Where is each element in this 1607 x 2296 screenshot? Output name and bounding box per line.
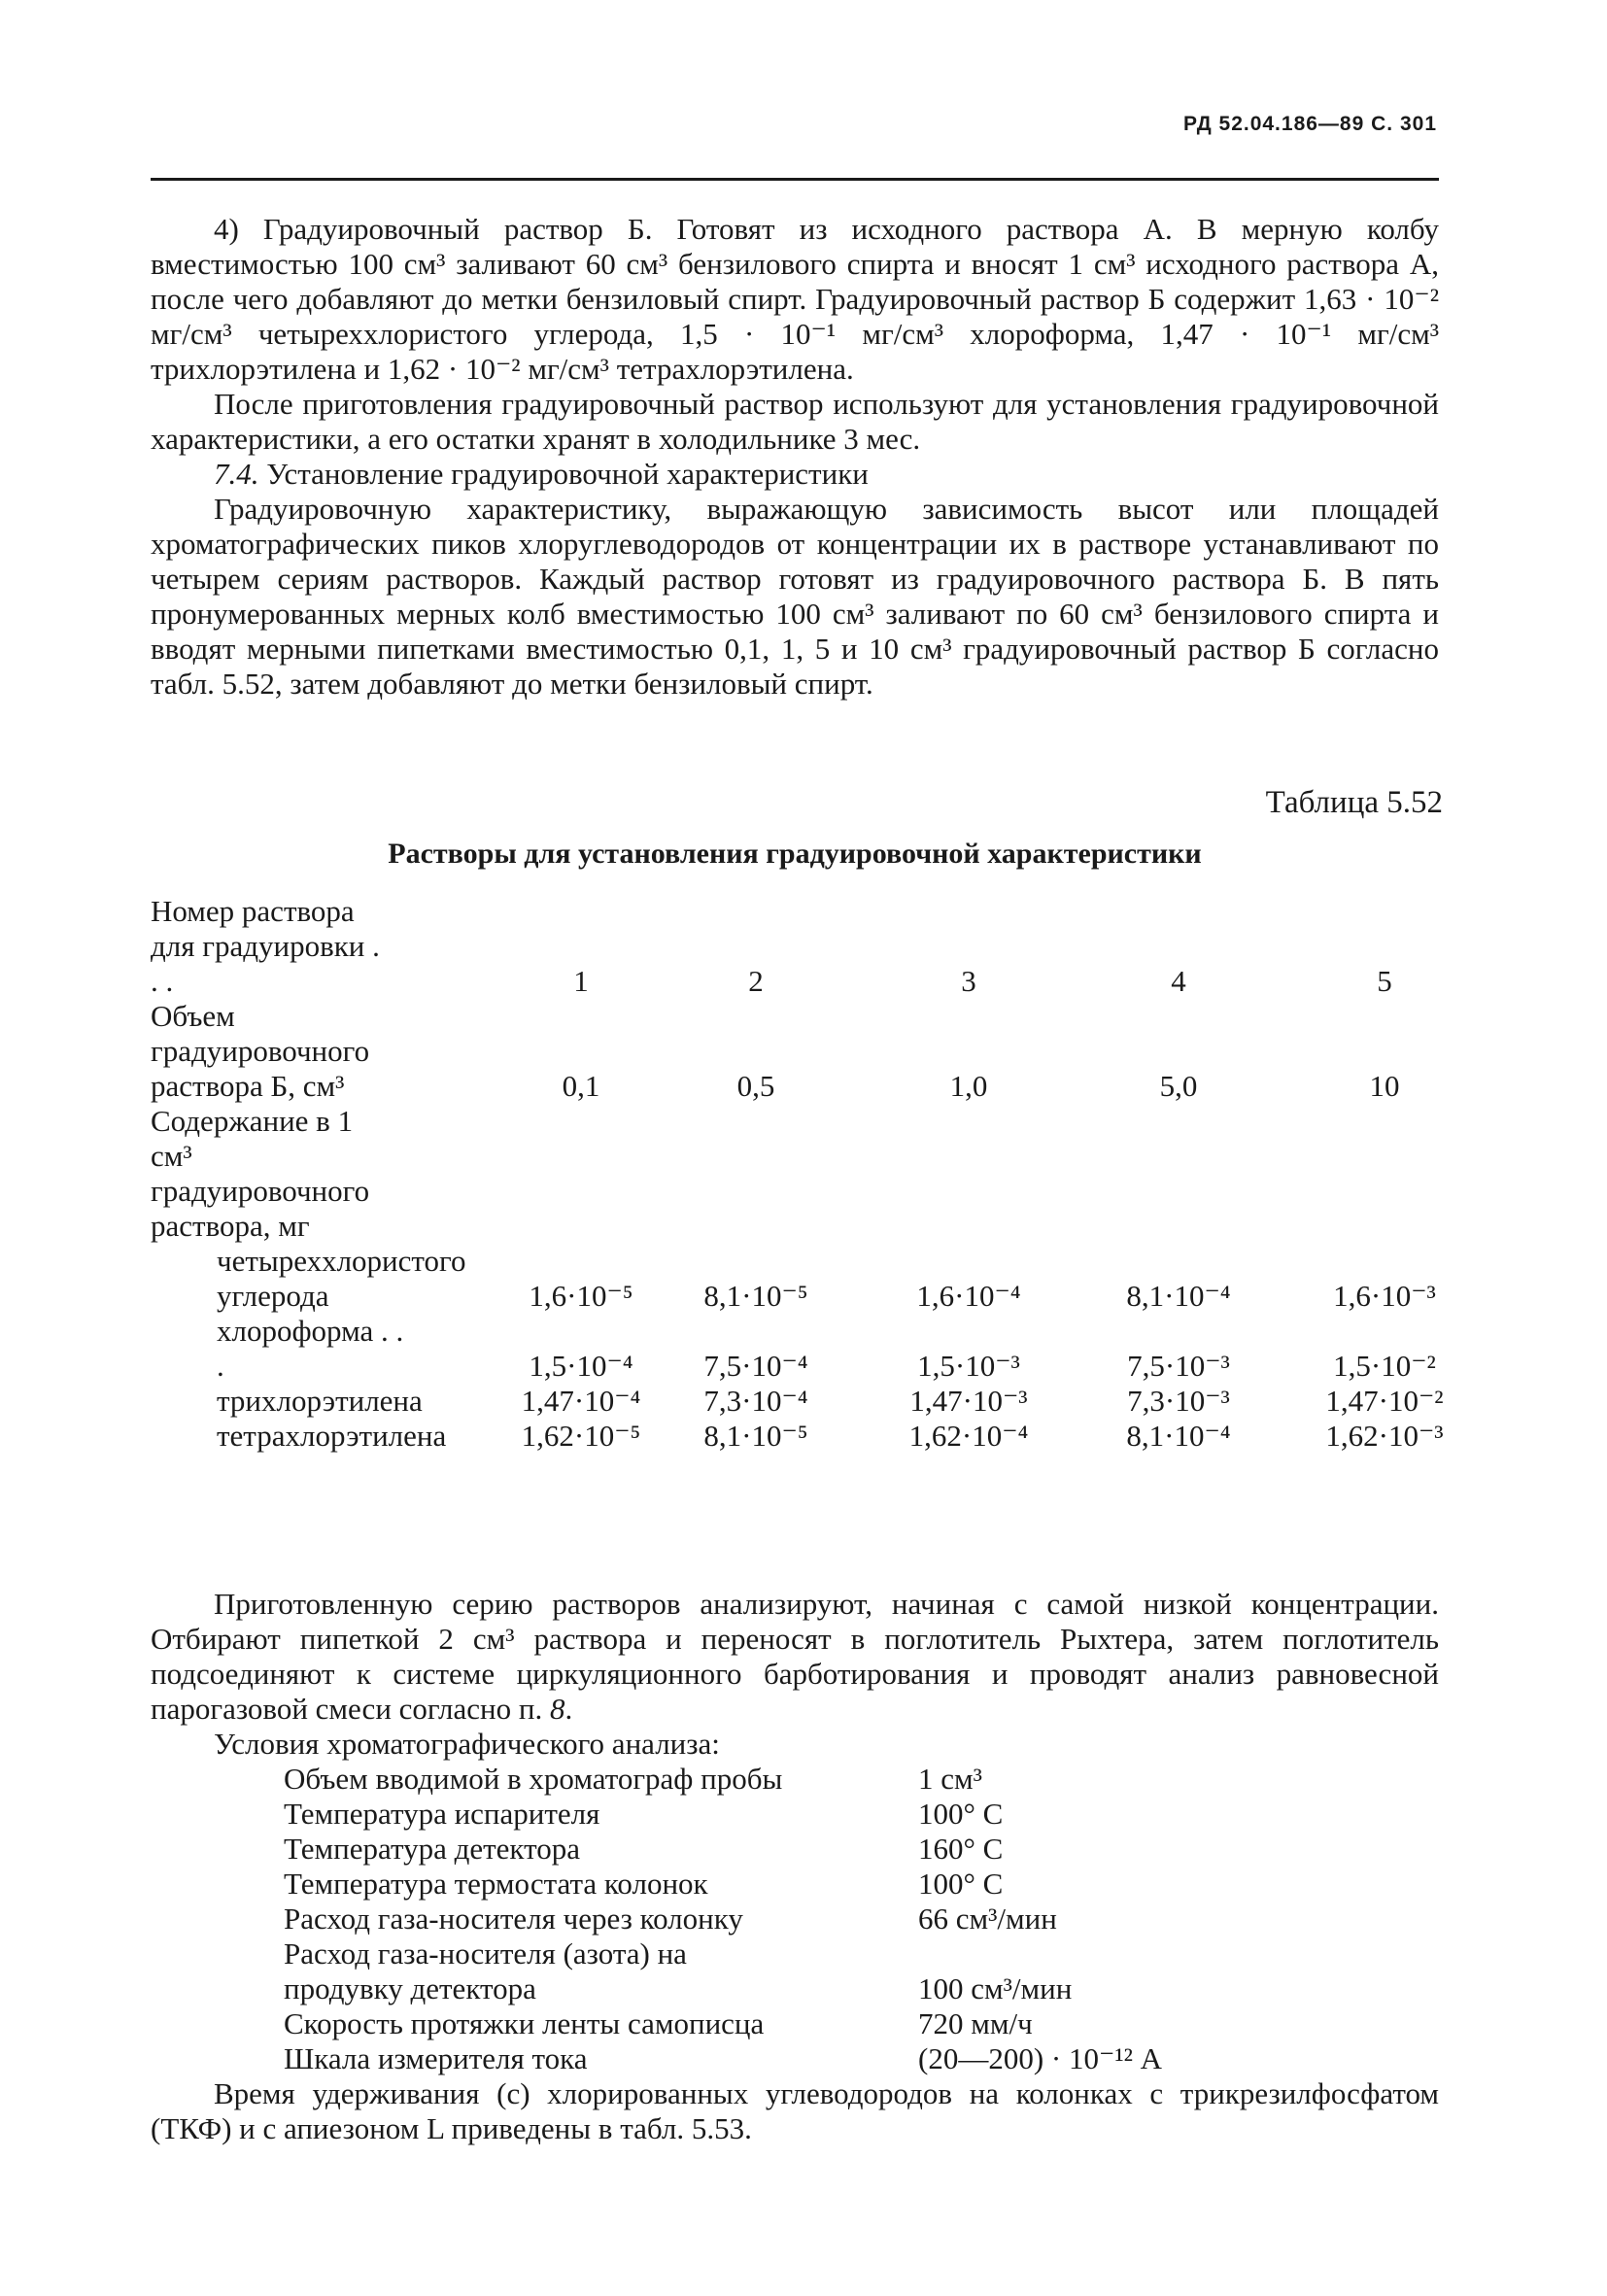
condition-value: 160° С bbox=[918, 1832, 1004, 1866]
table-cell: 1,5·10⁻⁴ bbox=[529, 1349, 633, 1383]
table-cell: 5 bbox=[1377, 964, 1392, 998]
table-cell: 7,5·10⁻⁴ bbox=[703, 1349, 808, 1383]
table-row bbox=[151, 1314, 1443, 1384]
intro-text bbox=[151, 212, 1439, 702]
condition-label: Расход газа-носителя через колонку bbox=[284, 1902, 743, 1936]
table-cell: 1,47·10⁻² bbox=[1325, 1384, 1444, 1418]
table-row bbox=[151, 1104, 1443, 1244]
row-label: хлороформа . . . bbox=[217, 1314, 404, 1383]
table-cell: 1,47·10⁻³ bbox=[909, 1384, 1028, 1418]
condition-item bbox=[151, 2041, 1439, 2076]
table-cell: 1,6·10⁻⁴ bbox=[916, 1279, 1021, 1313]
table-cell: 4 bbox=[1171, 964, 1186, 998]
section-number: 7.4. bbox=[214, 457, 259, 491]
condition-label: Температура термостата колонок bbox=[284, 1867, 708, 1901]
condition-item bbox=[151, 1762, 1439, 1797]
analysis-text-b: . bbox=[564, 1692, 573, 1726]
table-row bbox=[151, 894, 1443, 999]
condition-item bbox=[151, 1797, 1439, 1832]
condition-value: (20—200) · 10⁻¹² А bbox=[918, 2041, 1163, 2075]
row-label: тетрахлорэтилена bbox=[217, 1419, 447, 1453]
table-cell: 7,3·10⁻⁴ bbox=[703, 1384, 808, 1418]
row-label: Содержание в 1 см³ градуировочного раствора, мг bbox=[151, 1104, 370, 1243]
table-cell: 8,1·10⁻⁵ bbox=[703, 1419, 808, 1453]
condition-item bbox=[151, 2006, 1439, 2041]
table-cell: 1,5·10⁻² bbox=[1333, 1349, 1436, 1383]
table-cell: 0,5 bbox=[736, 1069, 775, 1103]
paragraph-solution-b: 4) Градуировочный раствор Б. Готовят из исходного раствора А. В мерную колбу вместимостью 100 см³ заливают 60 см³ бензилового спирта и вносят 1 см³ исходного раствора А, после чего добавляют до метки бензиловый спирт. Градуировочный раствор Б содержит 1,63 · 10⁻² мг/см³ четыреххлористого углерода, 1,5 · 10⁻¹ мг/см³ хлороформа, 1,47 · 10⁻¹ мг/см³ трихлорэтилена и 1,62 · 10⁻² мг/см³ тетрахлорэтилена. bbox=[151, 212, 1439, 386]
table-caption: Таблица 5.52 bbox=[1265, 785, 1443, 820]
table-cell: 7,5·10⁻³ bbox=[1127, 1349, 1230, 1383]
table-row bbox=[151, 1419, 1443, 1454]
row-label: Объем градуировочного раствора Б, см³ bbox=[151, 999, 370, 1103]
table-cell: 8,1·10⁻⁴ bbox=[1126, 1419, 1231, 1453]
paragraph-calibration: Градуировочную характеристику, выражающую зависимость высот или площадей хроматографических пиков хлоруглеводородов от концентрации их в растворе устанавливают по четырем сериям растворов. Каждый раствор готовят из градуировочного раствора Б. В пять пронумерованных мерных колб вместимостью 100 см³ заливают по 60 см³ бензилового спирта и вводят мерными пипетками вместимостью 0,1, 1, 5 и 10 см³ градуировочный раствор Б согласно табл. 5.52, затем добавляют до метки бензиловый спирт. bbox=[151, 492, 1439, 701]
analysis-text bbox=[151, 1587, 1439, 2146]
condition-item bbox=[151, 1902, 1439, 1936]
table-cell: 7,3·10⁻³ bbox=[1127, 1384, 1230, 1418]
table-cell: 1 bbox=[573, 964, 589, 998]
row-label: трихлорэтилена bbox=[217, 1384, 423, 1418]
calibration-table bbox=[151, 894, 1443, 1454]
table-cell: 1,62·10⁻⁵ bbox=[521, 1419, 641, 1453]
header-rule bbox=[151, 178, 1439, 181]
conditions-list bbox=[151, 1762, 1439, 2076]
condition-item bbox=[151, 1971, 1439, 2006]
table-cell: 10 bbox=[1369, 1069, 1400, 1103]
clause-reference: 8 bbox=[549, 1692, 565, 1726]
condition-label: Расход газа-носителя (азота) на bbox=[284, 1936, 687, 1970]
condition-value: 100° С bbox=[918, 1797, 1004, 1831]
condition-label: Температура детектора bbox=[284, 1832, 580, 1866]
condition-value: 66 см³/мин bbox=[918, 1902, 1057, 1936]
table-cell: 5,0 bbox=[1159, 1069, 1198, 1103]
row-label: четыреххлористого углерода bbox=[217, 1244, 466, 1313]
section-heading bbox=[151, 457, 1439, 492]
table-cell: 8,1·10⁻⁵ bbox=[703, 1279, 808, 1313]
condition-value: 720 мм/ч bbox=[918, 2006, 1033, 2040]
table-title: Растворы для установления градуировочной характеристики bbox=[388, 838, 1202, 870]
condition-value: 1 см³ bbox=[918, 1762, 982, 1796]
table-cell: 0,1 bbox=[562, 1069, 600, 1103]
page-header: РД 52.04.186—89 С. 301 bbox=[1183, 113, 1437, 135]
analysis-text-a: Приготовленную серию растворов анализируют, начиная с самой низкой концентрации. Отбирают пипеткой 2 см³ раствора и переносят в поглотитель Рыхтера, затем поглотитель подсоединяют к системе циркуляционного барботирования и проводят анализ равновесной парогазовой смеси согласно п. bbox=[151, 1587, 1439, 1726]
table-cell: 1,6·10⁻⁵ bbox=[529, 1279, 633, 1313]
condition-value: 100 см³/мин bbox=[918, 1971, 1073, 2005]
table-cell: 2 bbox=[748, 964, 764, 998]
table-cell: 1,62·10⁻⁴ bbox=[908, 1419, 1029, 1453]
condition-item bbox=[151, 1936, 1439, 1971]
table-cell: 1,6·10⁻³ bbox=[1333, 1279, 1436, 1313]
condition-label: продувку детектора bbox=[284, 1971, 536, 2005]
condition-label: Температура испарителя bbox=[284, 1797, 600, 1831]
condition-value: 100° С bbox=[918, 1867, 1004, 1901]
table-row bbox=[151, 1384, 1443, 1419]
table-cell: 1,62·10⁻³ bbox=[1325, 1419, 1444, 1453]
condition-item bbox=[151, 1867, 1439, 1902]
table-cell: 1,0 bbox=[949, 1069, 988, 1103]
row-label: Номер раствора для градуировки . . . bbox=[151, 894, 380, 998]
condition-label: Шкала измерителя тока bbox=[284, 2041, 588, 2075]
table-row bbox=[151, 1244, 1443, 1314]
paragraph-analysis bbox=[151, 1587, 1439, 1727]
condition-item bbox=[151, 1832, 1439, 1867]
table-cell: 1,5·10⁻³ bbox=[917, 1349, 1020, 1383]
condition-label: Скорость протяжки ленты самописца bbox=[284, 2006, 765, 2040]
table-row bbox=[151, 999, 1443, 1104]
table-cell: 1,47·10⁻⁴ bbox=[521, 1384, 641, 1418]
section-title: Установление градуировочной характеристики bbox=[258, 457, 869, 491]
paragraph-retention: Время удерживания (с) хлорированных углеводородов на колонках с трикрезилфосфатом (ТКФ) и с апиезоном L приведены в табл. 5.53. bbox=[151, 2076, 1439, 2145]
condition-label: Объем вводимой в хроматограф пробы bbox=[284, 1762, 783, 1796]
conditions-title: Условия хроматографического анализа: bbox=[214, 1727, 720, 1761]
table-cell: 8,1·10⁻⁴ bbox=[1126, 1279, 1231, 1313]
table-cell: 3 bbox=[961, 964, 976, 998]
paragraph-storage: После приготовления градуировочный раствор используют для установления градуировочной характеристики, а его остатки хранят в холодильнике 3 мес. bbox=[151, 387, 1439, 456]
